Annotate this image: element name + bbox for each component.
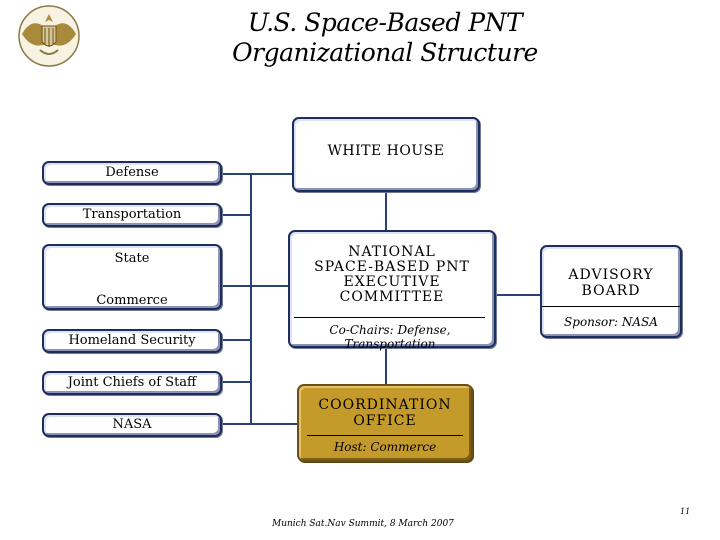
us-seal-logo — [12, 4, 86, 68]
connector-agencies-vertical — [250, 173, 252, 425]
agency-transportation-label: Transportation — [82, 207, 182, 222]
connector-whitehouse-exec — [385, 192, 387, 232]
connector-defense — [222, 173, 294, 175]
agency-homeland-security-label: Homeland Security — [68, 333, 196, 348]
connector-exec-advisory — [496, 294, 542, 296]
agency-transportation — [42, 203, 222, 227]
advisory-board-divider — [542, 306, 680, 307]
agency-commerce-label: Commerce — [96, 293, 168, 308]
agency-defense-label: Defense — [105, 165, 159, 180]
agency-nasa-label: NASA — [112, 417, 152, 432]
connector-nasa — [222, 423, 299, 425]
coordination-office-label: COORDINATION OFFICE — [318, 397, 452, 429]
connector-exec-coord — [385, 348, 387, 386]
advisory-board-label: ADVISORY BOARD — [568, 267, 654, 299]
page-title-line1: U.S. Space-Based PNT — [247, 8, 523, 37]
connector-joint-chiefs — [222, 381, 252, 383]
page-number: 11 — [680, 507, 691, 516]
connector-homeland-security — [222, 339, 252, 341]
connector-state-commerce — [222, 285, 290, 287]
executive-committee-label: NATIONAL SPACE-BASED PNT EXECUTIVE COMMITTEE — [314, 244, 470, 305]
coordination-office-divider — [307, 435, 463, 436]
advisory-board-box — [540, 245, 682, 338]
white-house-box — [292, 117, 480, 192]
coordination-office-host: Host: Commerce — [333, 440, 437, 454]
executive-committee-box — [288, 230, 496, 351]
coordination-office-box — [297, 384, 473, 462]
agency-state-commerce-box — [42, 244, 222, 310]
agency-nasa — [42, 413, 222, 437]
connector-transportation — [222, 214, 252, 216]
agency-defense — [42, 161, 222, 185]
white-house-label: WHITE HOUSE — [327, 143, 445, 159]
agency-homeland-security — [42, 329, 222, 353]
advisory-board-sponsor: Sponsor: NASA — [564, 315, 658, 329]
agency-state-label: State — [114, 251, 150, 266]
executive-committee-cochairs: Co-Chairs: Defense, Transportation — [329, 323, 451, 351]
page-title-line2: Organizational Structure — [232, 38, 538, 67]
agency-joint-chiefs-label: Joint Chiefs of Staff — [67, 375, 197, 390]
agency-joint-chiefs — [42, 371, 222, 395]
footer-text: Munich Sat.Nav Summit, 8 March 2007 — [272, 519, 454, 529]
executive-committee-divider — [294, 317, 485, 318]
